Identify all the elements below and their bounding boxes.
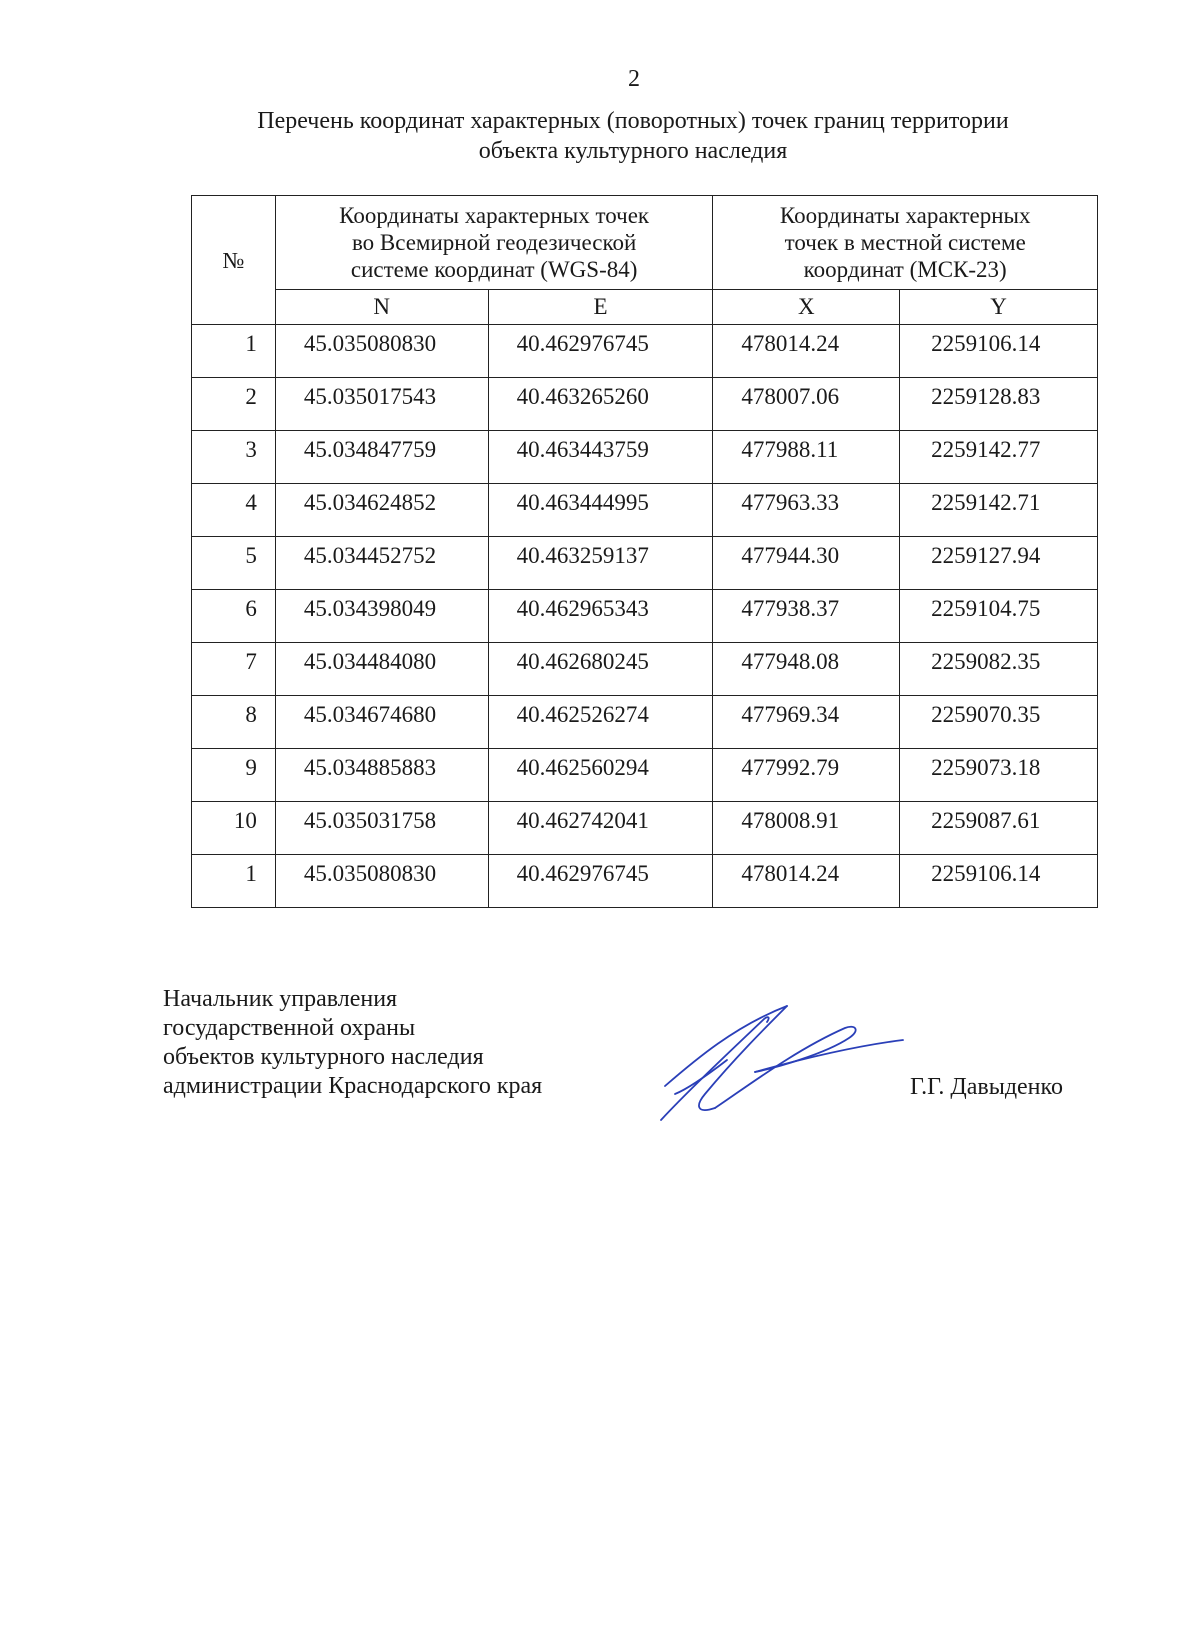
cell-e: 40.463444995 [488,484,713,537]
signatory-position-line-4: администрации Краснодарского края [163,1073,543,1099]
signatory-name: Г.Г. Давыденко [910,1074,1063,1100]
cell-point-number: 6 [192,590,276,643]
cell-x: 477963.33 [713,484,900,537]
header-wgs84-line-1: Координаты характерных точек [339,203,650,228]
cell-y: 2259106.14 [900,855,1098,908]
header-wgs84-line-3: системе координат (WGS-84) [350,257,638,282]
cell-point-number: 8 [192,696,276,749]
cell-n: 45.035080830 [275,325,488,378]
cell-n: 45.035031758 [275,802,488,855]
cell-y: 2259127.94 [900,537,1098,590]
title-line-2: объекта культурного наследия [478,138,788,164]
cell-point-number: 1 [192,855,276,908]
cell-y: 2259142.77 [900,431,1098,484]
cell-e: 40.463265260 [488,378,713,431]
header-msk23-line-2: точек в местной системе [784,230,1026,255]
cell-n: 45.034398049 [275,590,488,643]
cell-n: 45.034847759 [275,431,488,484]
header-number: № [192,196,276,325]
cell-x: 477938.37 [713,590,900,643]
table-row [192,484,1098,537]
header-msk23 [713,196,1098,290]
signatory-position-line-1: Начальник управления [163,986,398,1012]
header-e: E [488,290,713,325]
signatory-position [163,985,542,1101]
cell-n: 45.034452752 [275,537,488,590]
title-line-1: Перечень координат характерных (поворотных) точек границ территории [257,108,1009,134]
handwritten-signature [655,998,905,1128]
cell-x: 478014.24 [713,855,900,908]
signatory-position-line-3: объектов культурного наследия [163,1044,484,1070]
table-row [192,855,1098,908]
cell-y: 2259106.14 [900,325,1098,378]
cell-y: 2259128.83 [900,378,1098,431]
cell-y: 2259073.18 [900,749,1098,802]
cell-x: 477988.11 [713,431,900,484]
cell-point-number: 2 [192,378,276,431]
cell-y: 2259082.35 [900,643,1098,696]
cell-point-number: 5 [192,537,276,590]
table-row [192,590,1098,643]
cell-point-number: 1 [192,325,276,378]
table-body [192,325,1098,908]
header-x: X [713,290,900,325]
cell-y: 2259087.61 [900,802,1098,855]
table-row [192,696,1098,749]
cell-e: 40.462560294 [488,749,713,802]
cell-n: 45.034885883 [275,749,488,802]
header-wgs84-line-2: во Всемирной геодезической [351,230,637,255]
table-row [192,802,1098,855]
header-msk23-line-3: координат (МСК-23) [803,257,1007,282]
cell-n: 45.035080830 [275,855,488,908]
cell-e: 40.462742041 [488,802,713,855]
cell-e: 40.463443759 [488,431,713,484]
cell-e: 40.462680245 [488,643,713,696]
cell-x: 477992.79 [713,749,900,802]
cell-n: 45.034484080 [275,643,488,696]
signature-stroke [715,1027,856,1108]
cell-point-number: 9 [192,749,276,802]
cell-x: 477948.08 [713,643,900,696]
cell-y: 2259070.35 [900,696,1098,749]
table-row [192,431,1098,484]
table-row [192,537,1098,590]
cell-x: 478007.06 [713,378,900,431]
signature-stroke [699,1006,787,1110]
cell-e: 40.462526274 [488,696,713,749]
document-title [150,106,1116,166]
cell-e: 40.462976745 [488,325,713,378]
cell-y: 2259104.75 [900,590,1098,643]
cell-e: 40.463259137 [488,537,713,590]
table-row [192,749,1098,802]
cell-n: 45.035017543 [275,378,488,431]
cell-n: 45.034674680 [275,696,488,749]
table-row [192,643,1098,696]
coordinates-table [191,195,1098,908]
header-y: Y [900,290,1098,325]
cell-point-number: 3 [192,431,276,484]
header-msk23-line-1: Координаты характерных [779,203,1031,228]
header-n: N [275,290,488,325]
header-wgs84 [275,196,713,290]
cell-point-number: 10 [192,802,276,855]
cell-e: 40.462976745 [488,855,713,908]
table-row [192,325,1098,378]
signatory-position-line-2: государственной охраны [163,1015,416,1041]
cell-x: 478014.24 [713,325,900,378]
cell-x: 477944.30 [713,537,900,590]
cell-y: 2259142.71 [900,484,1098,537]
cell-point-number: 4 [192,484,276,537]
page-number: 2 [628,66,640,92]
cell-e: 40.462965343 [488,590,713,643]
cell-point-number: 7 [192,643,276,696]
cell-n: 45.034624852 [275,484,488,537]
signature-strokes [661,1006,903,1120]
cell-x: 478008.91 [713,802,900,855]
cell-x: 477969.34 [713,696,900,749]
table-row [192,378,1098,431]
